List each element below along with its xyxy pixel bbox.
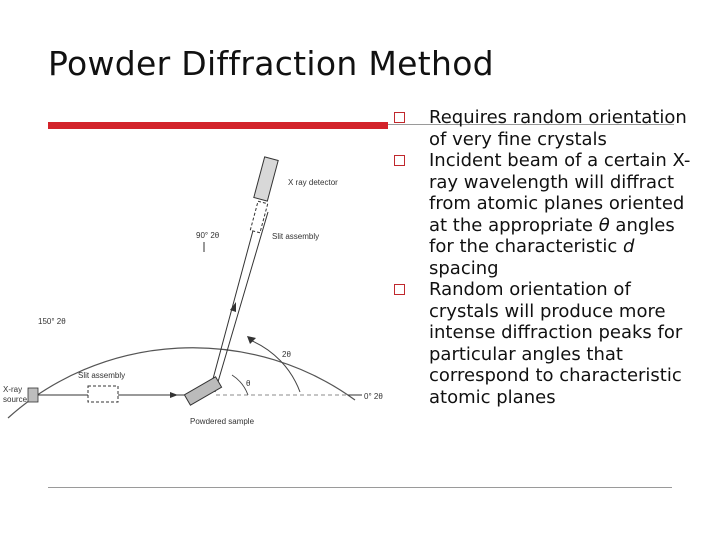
two-theta-arrowhead [247,336,256,344]
bottom-divider [48,487,672,488]
diffracted-beam-b [215,212,268,392]
bullet-text-part: spacing [429,257,499,279]
slide-title: Powder Diffraction Method [48,44,494,83]
lower-slit-label: Slit assembly [78,371,126,380]
bullet-d-symbol: d [622,236,635,257]
bullet-text-part: Incident beam of a certain X-ray wavelength will diffract from atomic planes oriented at the appropriate [429,150,691,236]
detector-circle-arc [8,348,355,418]
powder-diffraction-diagram [0,140,400,440]
x-ray-source [28,388,38,402]
bullet-item [392,107,702,150]
theta-label: θ [246,379,251,388]
bullet-theta-symbol: θ [598,214,610,236]
upper-slit-label: Slit assembly [272,232,320,241]
square-bullet-icon [394,155,405,166]
bullet-text: Random orientation of crystals will produce more intense diffraction peaks for particular angles that correspond to characteristic atomic planes [429,279,683,408]
bullet-text: Requires random orientation of very fine crystals [429,107,687,150]
angle-90-label: 90° 2θ [196,231,220,240]
angle-0-label: 0° 2θ [364,392,383,401]
sample-label: Powdered sample [190,417,255,426]
incident-arrow [170,392,178,398]
source-label-line1: X-ray [3,385,23,394]
detector-label: X ray detector [288,178,338,187]
two-theta-label: 2θ [282,350,291,359]
bullet-item [392,279,702,408]
bullet-item [392,150,702,279]
title-accent-bar [48,122,388,129]
angle-150-label: 150° 2θ [38,317,66,326]
powdered-sample [184,377,221,405]
bullet-text-part: angles for the characteristic [429,214,675,257]
square-bullet-icon [394,284,405,295]
x-ray-detector [254,157,278,201]
upper-slit-assembly [250,201,267,233]
bullet-list [392,107,702,408]
source-label-line2: source [3,395,28,404]
lower-slit-assembly [88,386,118,402]
square-bullet-icon [394,112,405,123]
